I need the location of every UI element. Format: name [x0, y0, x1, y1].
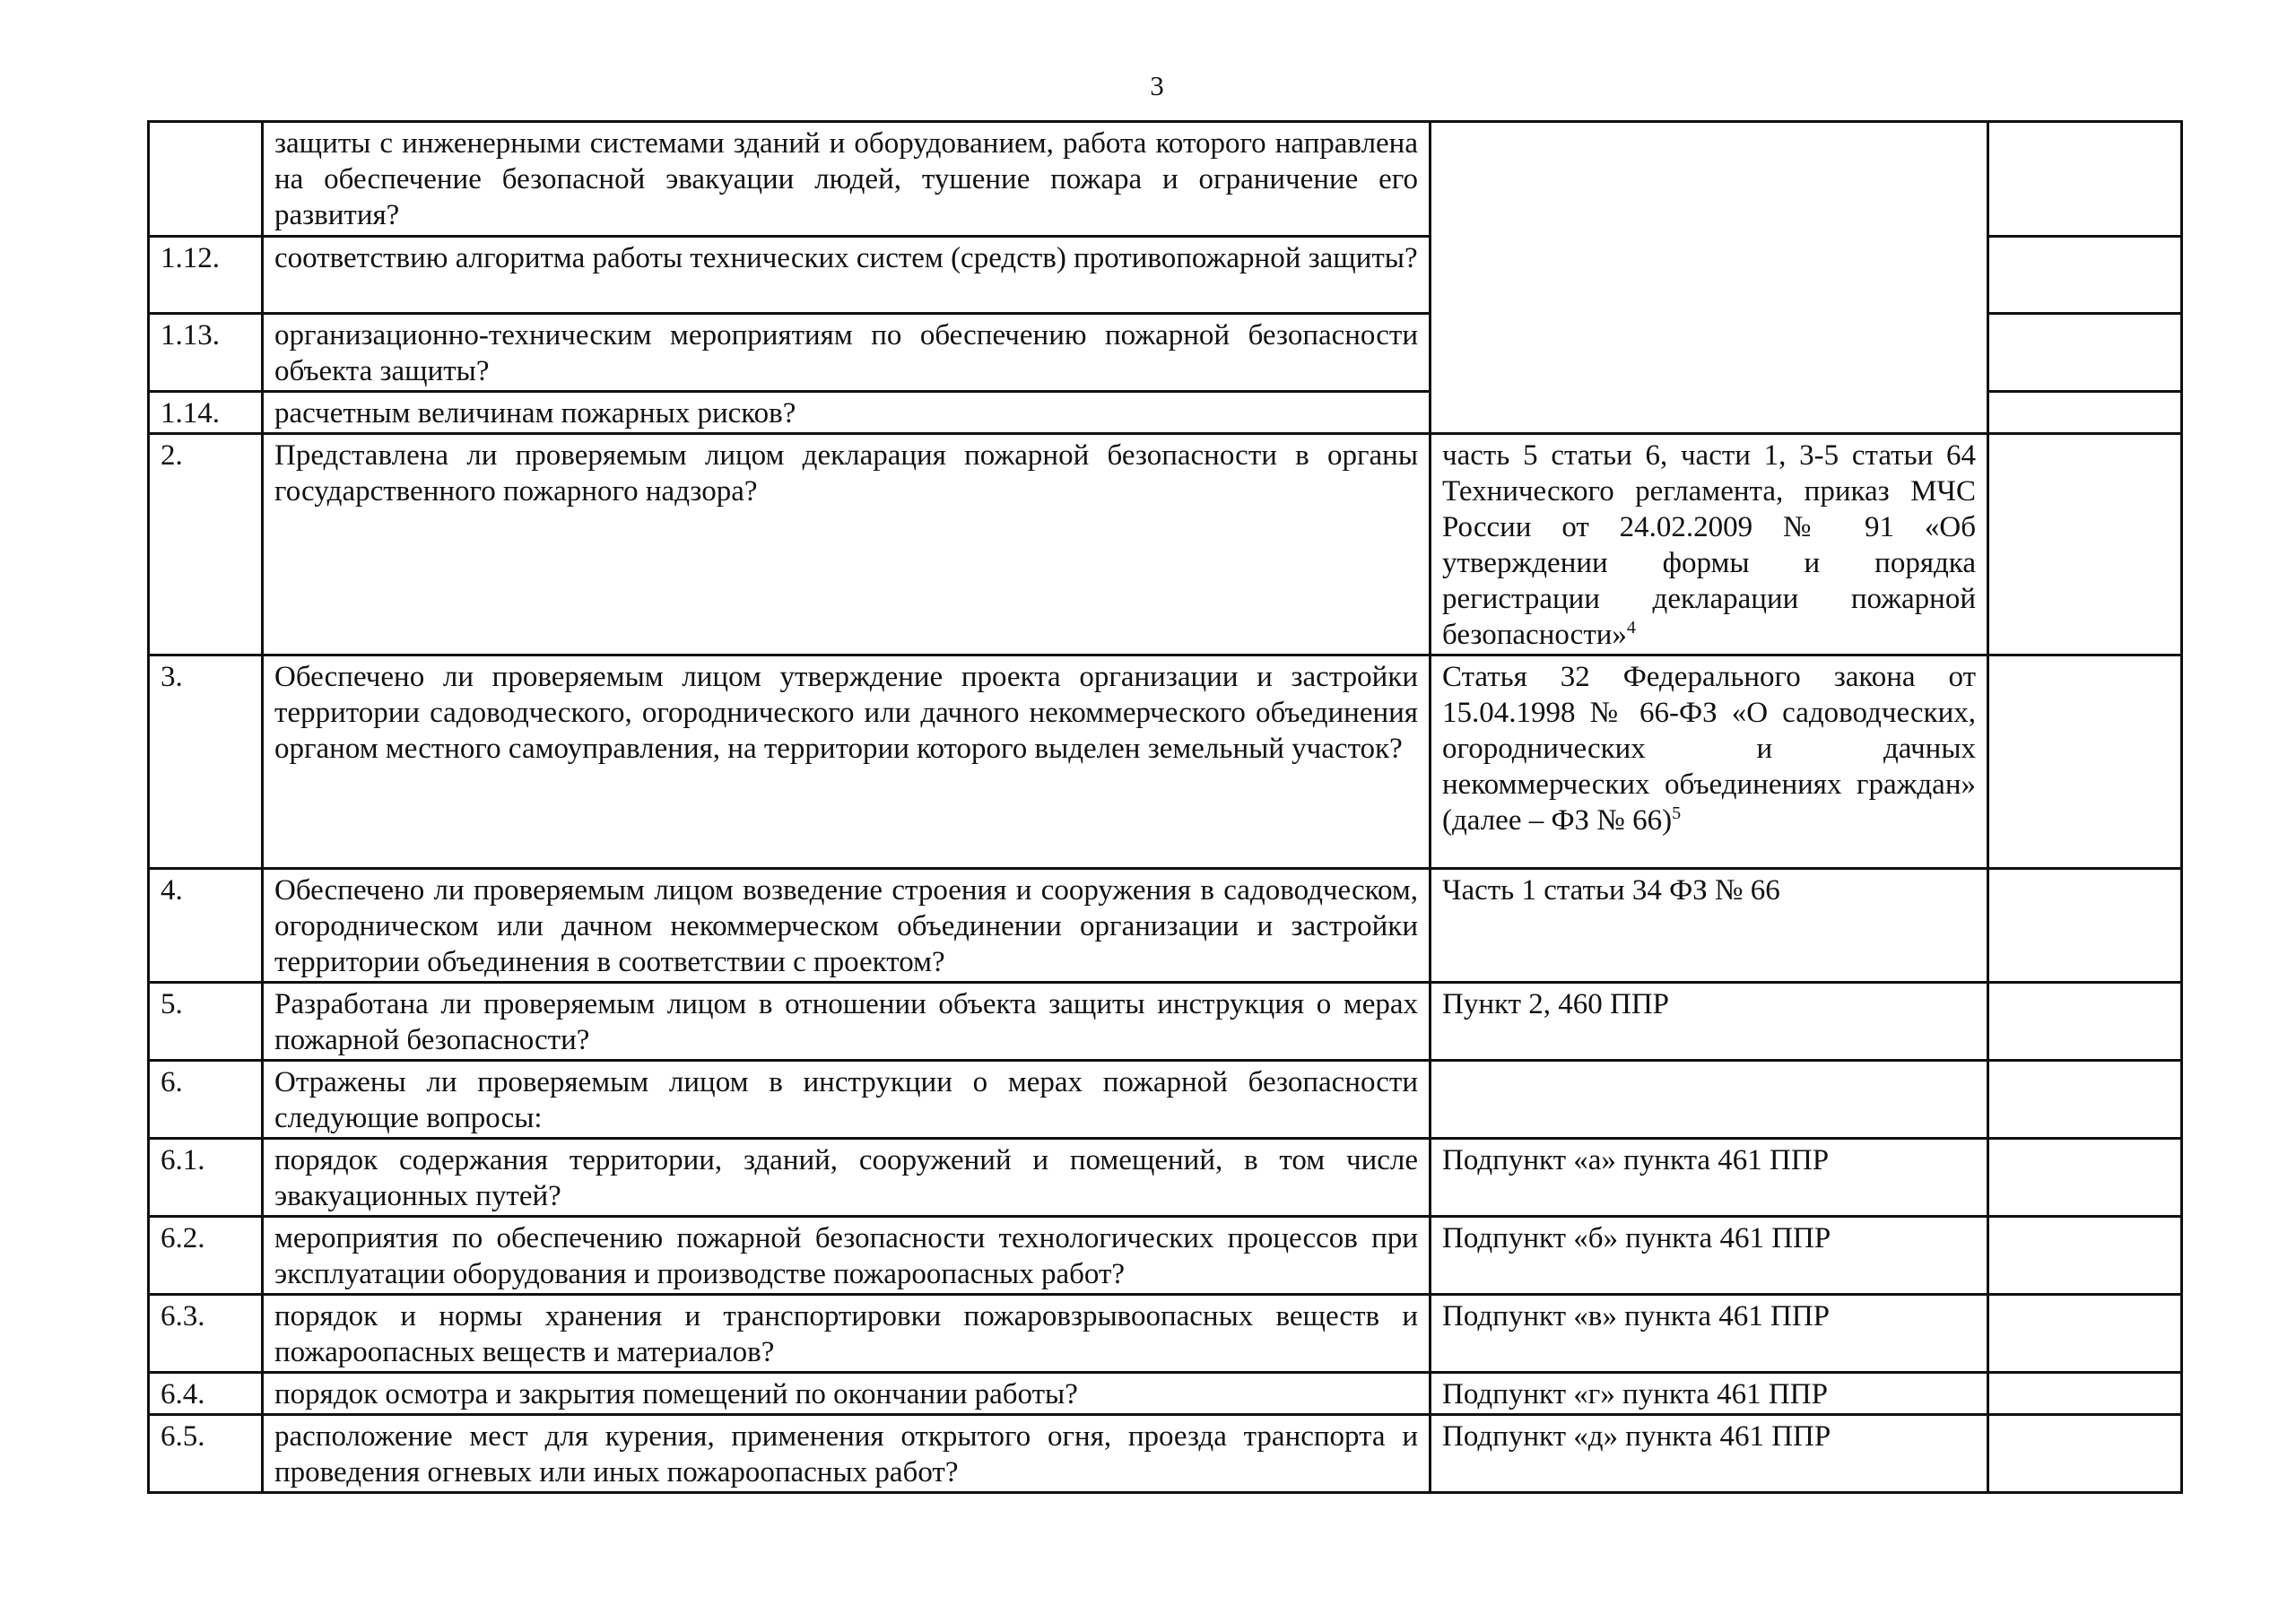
answer-cell — [1988, 1295, 2182, 1373]
row-number: 5. — [149, 983, 263, 1061]
table-row — [149, 1139, 2182, 1217]
row-number — [149, 122, 263, 237]
question-text: расположение мест для курения, применения открытого огня, проезда транспорта и проведения огневых или иных пожароопасных работ? — [263, 1415, 1431, 1493]
row-number: 1.13. — [149, 314, 263, 392]
question-text: Отражены ли проверяемым лицом в инструкции о мерах пожарной безопасности следующие вопросы: — [263, 1061, 1431, 1139]
row-number: 6. — [149, 1061, 263, 1139]
answer-cell — [1988, 1217, 2182, 1295]
legal-reference: Часть 1 статьи 34 ФЗ № 66 — [1431, 869, 1988, 983]
reference-text: часть 5 статьи 6, части 1, 3-5 статьи 64 Технического регламента, приказ МЧС России от 24.02.2009 № 91 «Об утверждении формы и порядка регистрации декларации пожарной безопасности» — [1442, 439, 1976, 651]
answer-cell — [1988, 237, 2182, 314]
row-number: 6.5. — [149, 1415, 263, 1493]
table-row — [149, 655, 2182, 869]
table-row — [149, 434, 2182, 655]
row-number: 6.2. — [149, 1217, 263, 1295]
row-number: 6.4. — [149, 1373, 263, 1415]
checklist-table — [147, 120, 2183, 1494]
page-number: 3 — [1150, 70, 1164, 101]
legal-reference: Подпункт «г» пункта 461 ППР — [1431, 1373, 1988, 1415]
table-row — [149, 1373, 2182, 1415]
legal-reference — [1431, 1061, 1988, 1139]
answer-cell — [1988, 655, 2182, 869]
table-row — [149, 1217, 2182, 1295]
row-number: 2. — [149, 434, 263, 655]
table-row — [149, 1295, 2182, 1373]
table-row — [149, 1415, 2182, 1493]
answer-cell — [1988, 1373, 2182, 1415]
row-number: 6.1. — [149, 1139, 263, 1217]
answer-cell — [1988, 122, 2182, 237]
question-text: расчетным величинам пожарных рисков? — [263, 392, 1431, 434]
row-number: 1.14. — [149, 392, 263, 434]
table-row — [149, 122, 2182, 237]
row-number: 4. — [149, 869, 263, 983]
question-text: Представлена ли проверяемым лицом декларация пожарной безопасности в органы государственного пожарного надзора? — [263, 434, 1431, 655]
reference-text: Статья 32 Федерального закона от 15.04.1998 № 66-ФЗ «О садоводческих, огороднических и дачных некоммерческих объединениях граждан» (далее – ФЗ № 66) — [1442, 661, 1976, 837]
row-number: 3. — [149, 655, 263, 869]
answer-cell — [1988, 392, 2182, 434]
legal-reference — [1431, 655, 1988, 869]
answer-cell — [1988, 1061, 2182, 1139]
legal-reference: Подпункт «б» пункта 461 ППР — [1431, 1217, 1988, 1295]
answer-cell — [1988, 869, 2182, 983]
table-row — [149, 1061, 2182, 1139]
question-text: соответствию алгоритма работы технических систем (средств) противопожарной защиты? — [263, 237, 1431, 314]
legal-reference: Пункт 2, 460 ППР — [1431, 983, 1988, 1061]
legal-reference — [1431, 434, 1988, 655]
question-text: порядок осмотра и закрытия помещений по окончании работы? — [263, 1373, 1431, 1415]
legal-reference: Подпункт «в» пункта 461 ППР — [1431, 1295, 1988, 1373]
question-text: Обеспечено ли проверяемым лицом возведение строения и сооружения в садоводческом, огородническом или дачном некоммерческом объединении организации и застройки территории объединения в соответствии с проектом? — [263, 869, 1431, 983]
table-row — [149, 983, 2182, 1061]
question-text: порядок и нормы хранения и транспортировки пожаровзрывоопасных веществ и пожароопасных веществ и материалов? — [263, 1295, 1431, 1373]
footnote-marker: 4 — [1626, 618, 1636, 638]
answer-cell — [1988, 1139, 2182, 1217]
row-number: 1.12. — [149, 237, 263, 314]
question-text: защиты с инженерными системами зданий и оборудованием, работа которого направлена на обеспечение безопасной эвакуации людей, тушение пожара и ограничение его развития? — [263, 122, 1431, 237]
question-text: мероприятия по обеспечению пожарной безопасности технологических процессов при эксплуатации оборудования и производстве пожароопасных работ? — [263, 1217, 1431, 1295]
answer-cell — [1988, 314, 2182, 392]
legal-reference — [1431, 122, 1988, 434]
question-text: Обеспечено ли проверяемым лицом утверждение проекта организации и застройки территории садоводческого, огороднического или дачного некоммерческого объединения органом местного самоуправления, на территории которого выделен земельный участок? — [263, 655, 1431, 869]
answer-cell — [1988, 983, 2182, 1061]
answer-cell — [1988, 1415, 2182, 1493]
question-text: организационно-техническим мероприятиям по обеспечению пожарной безопасности объекта защиты? — [263, 314, 1431, 392]
row-number: 6.3. — [149, 1295, 263, 1373]
table-row — [149, 869, 2182, 983]
answer-cell — [1988, 434, 2182, 655]
footnote-marker: 5 — [1672, 803, 1682, 823]
legal-reference: Подпункт «д» пункта 461 ППР — [1431, 1415, 1988, 1493]
legal-reference: Подпункт «а» пункта 461 ППР — [1431, 1139, 1988, 1217]
question-text: порядок содержания территории, зданий, сооружений и помещений, в том числе эвакуационных путей? — [263, 1139, 1431, 1217]
question-text: Разработана ли проверяемым лицом в отношении объекта защиты инструкция о мерах пожарной безопасности? — [263, 983, 1431, 1061]
